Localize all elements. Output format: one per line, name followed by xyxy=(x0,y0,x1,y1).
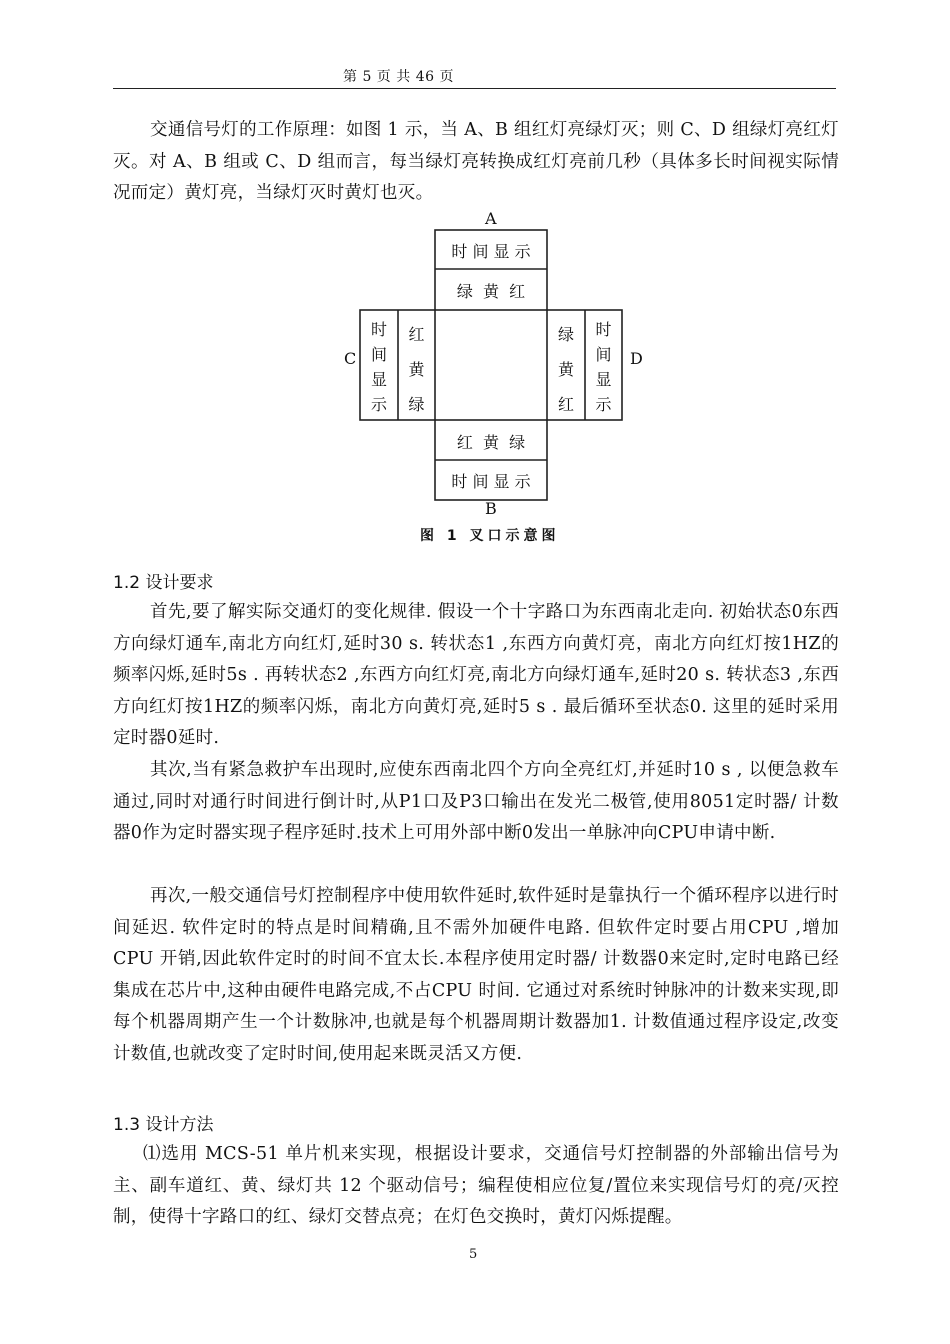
c-time-char: 显 xyxy=(370,370,387,389)
a-time-display: 时 间 显 示 xyxy=(451,242,531,261)
section-1-3-title: 1.3 设计方法 xyxy=(113,1115,214,1135)
label-b: B xyxy=(485,499,497,518)
c-light-char: 红 xyxy=(408,325,425,344)
section-1-3-paragraph-1: ⑴选用 MCS-51 单片机来实现，根据设计要求，交通信号灯控制器的外部输出信号为主、副车道红、黄、绿灯共 12 个驱动信号；编程使相应位复/置位来实现信号灯的亮/灭控制，使得十字路口的红、绿灯交替点亮；在灯色交换时，黄灯闪烁提醒。 xyxy=(113,1144,839,1227)
d-time-char: 显 xyxy=(595,370,612,389)
section-1-2-paragraph-1: 首先,要了解实际交通灯的变化规律. 假设一个十字路口为东西南北走向. 初始状态0东西方向绿灯通车,南北方向红灯,延时30 s. 转状态1 ,东西方向黄灯亮，南北方向红灯按1HZ的频率闪烁,延时5s . 再转状态2 ,东西方向红灯亮,南北方向绿灯通车,延时20 s. 转状态3 ,东西方向红灯按1HZ的频率闪烁，南北方向黄灯亮,延时5 s . 最后循环至状态0. 这里的延时采用定时器0延时. xyxy=(113,602,839,748)
d-time-char: 时 xyxy=(595,320,612,339)
d-time-char: 间 xyxy=(595,345,612,364)
figure-caption: 图 1 叉口示意图 xyxy=(420,528,560,544)
d-lights xyxy=(547,317,585,422)
c-time-char: 时 xyxy=(370,320,387,339)
c-time-char: 示 xyxy=(370,395,387,414)
page-header xyxy=(113,64,836,89)
a-lights: 绿 黄 红 xyxy=(456,282,526,301)
d-time-display xyxy=(585,317,622,417)
section-1-2-title: 1.2 设计要求 xyxy=(113,573,214,593)
c-time-char: 间 xyxy=(370,345,387,364)
d-light-char: 绿 xyxy=(557,325,574,344)
section-1-2-paragraph-3: 再次,一般交通信号灯控制程序中使用软件延时,软件延时是靠执行一个循环程序以进行时间延迟. 软件定时的特点是时间精确,且不需外加硬件电路. 但软件定时要占用CPU ,增加CPU 开销,因此软件定时的时间不宜太长.本程序使用定时器/ 计数器0来定时,定时电路已经集成在芯片中,这种由硬件电路完成,不占CPU 时间. 它通过对系统时钟脉冲的计数来实现,即每个机器周期产生一个计数脉冲,也就是每个机器周期计数器加1. 计数值通过程序设定,改变计数值,也就改变了定时时间,使用起来既灵活又方便. xyxy=(113,886,839,1064)
d-light-char: 红 xyxy=(557,395,574,414)
intersection-figure xyxy=(330,205,650,555)
header-page-info: 第 5 页 共 46 页 xyxy=(343,69,454,85)
d-time-char: 示 xyxy=(595,395,612,414)
c-time-display xyxy=(360,317,398,417)
intro-paragraph: 交通信号灯的工作原理：如图 1 示，当 A、B 组红灯亮绿灯灭；则 C、D 组绿灯亮红灯灭。对 A、B 组或 C、D 组而言，每当绿灯亮转换成红灯亮前几秒（具体多长时间视实际情况而定）黄灯亮，当绿灯灭时黄灯也灭。 xyxy=(113,120,839,203)
b-time-display: 时 间 显 示 xyxy=(451,472,531,491)
label-d: D xyxy=(630,349,643,368)
label-c: C xyxy=(344,349,357,368)
d-light-char: 黄 xyxy=(557,360,574,379)
c-lights xyxy=(398,317,435,422)
label-a: A xyxy=(485,209,497,228)
page-number: 5 xyxy=(469,1247,478,1262)
b-lights: 红 黄 绿 xyxy=(456,433,526,452)
section-1-2-paragraph-2: 其次,当有紧急救护车出现时,应使东西南北四个方向全亮红灯,并延时10 s , 以便急救车通过,同时对通行时间进行倒计时,从P1口及P3口输出在发光二极管,使用8051定时器/ 计数器0作为定时器实现子程序延时.技术上可用外部中断0发出一单脉冲向CPU申请中断. xyxy=(113,760,839,843)
c-light-char: 绿 xyxy=(408,395,425,414)
c-light-char: 黄 xyxy=(408,360,425,379)
